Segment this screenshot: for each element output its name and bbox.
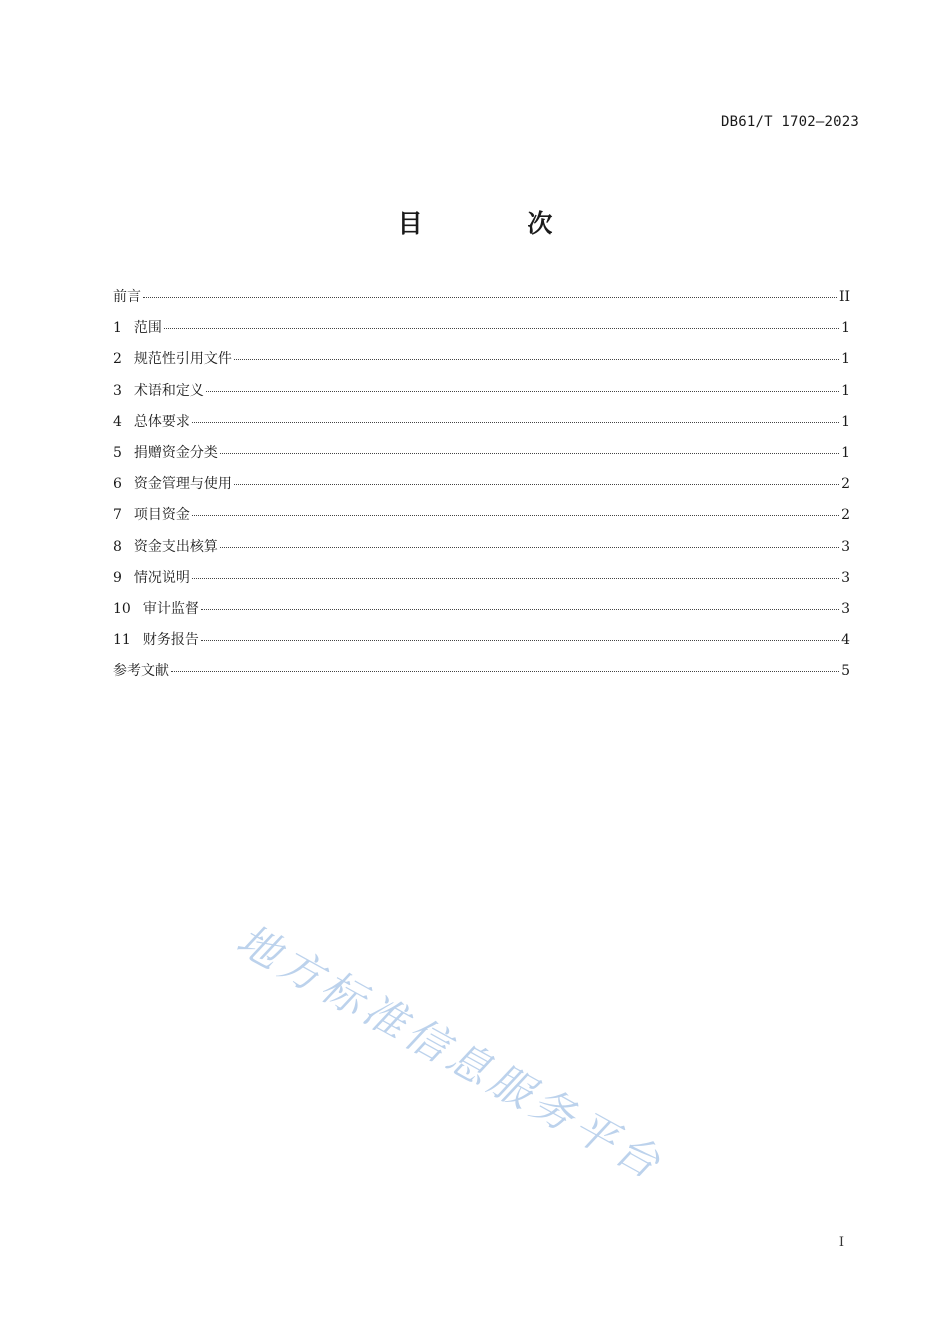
toc-entry[interactable] xyxy=(113,625,850,656)
dot-leader xyxy=(164,327,839,329)
toc-entry-number: 8 xyxy=(113,538,122,555)
watermark: 地方标准信息服务平台 xyxy=(228,914,673,1191)
dot-leader xyxy=(171,670,839,672)
toc-entry-page: II xyxy=(838,289,850,305)
toc-entry-label: 资金管理与使用 xyxy=(133,476,232,493)
standard-code: DB61/T 1702—2023 xyxy=(720,114,859,130)
dot-leader xyxy=(192,514,839,516)
dot-leader xyxy=(201,608,839,610)
dot-leader xyxy=(206,390,839,392)
toc-entry[interactable] xyxy=(113,656,850,687)
toc-entry-number: 10 xyxy=(113,600,131,617)
toc-entry-label: 术语和定义 xyxy=(133,382,204,399)
dot-leader xyxy=(234,483,839,485)
toc-entry[interactable] xyxy=(113,469,850,500)
toc-entry-page: 1 xyxy=(841,444,850,461)
dot-leader xyxy=(192,421,839,423)
toc-entry-page: 3 xyxy=(841,538,850,555)
dot-leader xyxy=(220,452,839,454)
dot-leader xyxy=(143,296,837,298)
toc-entry-page: 2 xyxy=(841,507,850,524)
toc-entry-label: 总体要求 xyxy=(133,413,190,430)
toc-entry-number: 1 xyxy=(113,320,122,337)
footer-page-number: I xyxy=(838,1235,844,1250)
dot-leader xyxy=(220,546,839,548)
toc-entry-page: 2 xyxy=(841,476,850,493)
dot-leader xyxy=(201,639,839,641)
toc-entry-label: 审计监督 xyxy=(142,600,199,617)
toc-entry-label: 财务报告 xyxy=(142,632,199,649)
toc-entry-number: 4 xyxy=(113,413,122,430)
toc-entry[interactable] xyxy=(113,500,850,531)
toc-entry[interactable] xyxy=(113,313,850,344)
toc-entry-page: 3 xyxy=(841,600,850,617)
toc-entry-label: 捐赠资金分类 xyxy=(133,444,218,461)
toc-entry[interactable] xyxy=(113,376,850,407)
toc-entry-label: 项目资金 xyxy=(133,507,190,524)
toc-entry-label: 前言 xyxy=(113,289,141,305)
toc-entry-number: 7 xyxy=(113,507,122,524)
toc-entry-page: 1 xyxy=(841,320,850,337)
toc-entry[interactable] xyxy=(113,594,850,625)
toc-title: 目 次 xyxy=(397,209,601,238)
table-of-contents xyxy=(113,282,850,687)
toc-entry-page: 1 xyxy=(841,382,850,399)
toc-entry-page: 1 xyxy=(841,413,850,430)
toc-entry-number: 9 xyxy=(113,569,122,586)
toc-entry-number: 3 xyxy=(113,382,122,399)
toc-entry-label: 情况说明 xyxy=(133,569,190,586)
toc-entry-number: 6 xyxy=(113,476,122,493)
toc-entry-number: 11 xyxy=(113,632,131,649)
toc-entry-label: 规范性引用文件 xyxy=(133,351,232,368)
toc-entry-page: 4 xyxy=(841,632,850,649)
toc-entry-label: 范围 xyxy=(133,320,162,337)
toc-entry-number: 5 xyxy=(113,444,122,461)
toc-entry[interactable] xyxy=(113,438,850,469)
toc-entry[interactable] xyxy=(113,532,850,563)
toc-entry-label: 资金支出核算 xyxy=(133,538,218,555)
toc-entry[interactable] xyxy=(113,407,850,438)
toc-entry-page: 1 xyxy=(841,351,850,368)
toc-entry-number: 2 xyxy=(113,351,122,368)
toc-entry-page: 3 xyxy=(841,569,850,586)
toc-entry-label: 参考文献 xyxy=(113,663,169,680)
toc-entry[interactable] xyxy=(113,563,850,594)
toc-entry[interactable] xyxy=(113,282,850,313)
dot-leader xyxy=(192,577,839,579)
toc-entry[interactable] xyxy=(113,344,850,375)
dot-leader xyxy=(234,358,839,360)
toc-entry-page: 5 xyxy=(841,663,850,680)
